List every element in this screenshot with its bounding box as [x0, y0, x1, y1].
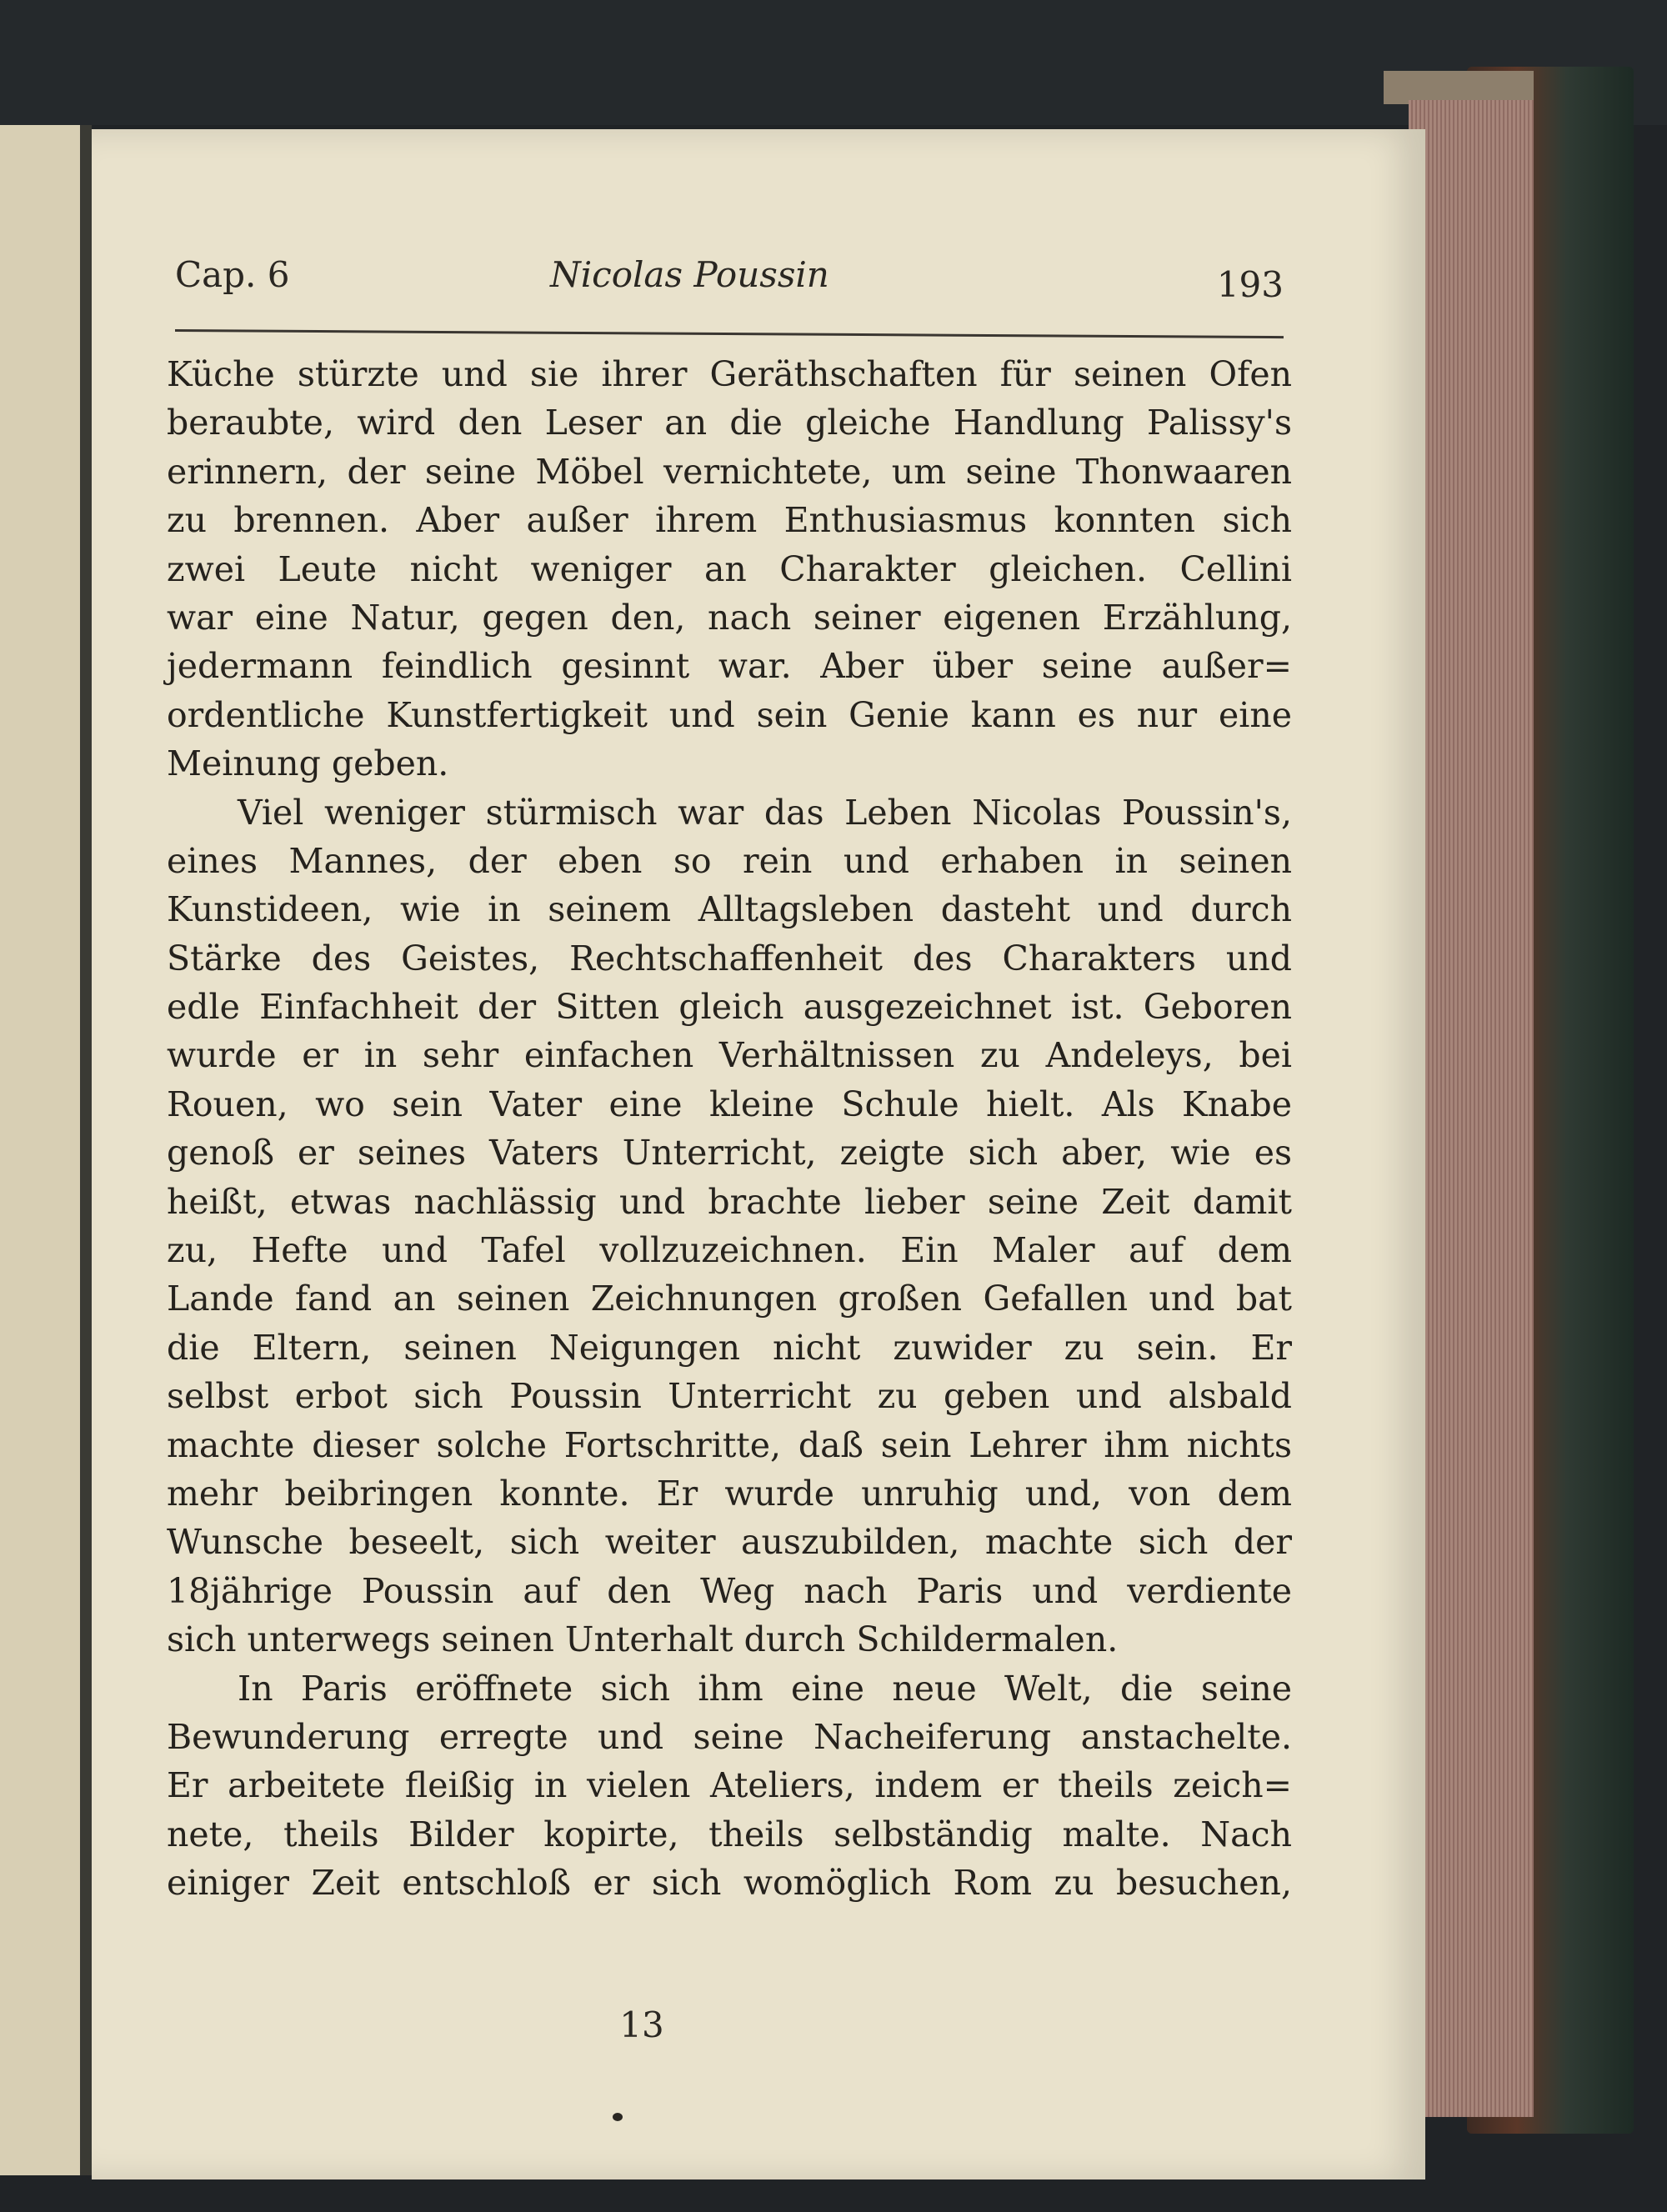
text-line: nete, theils Bilder kopirte, theils selbständig malte. Nach	[167, 1814, 1292, 1854]
left-page-edge	[0, 125, 85, 2175]
book-gutter	[80, 125, 92, 2175]
text-line: eines Mannes, der eben so rein und erhaben in seinen	[167, 840, 1292, 881]
page-number: 193	[1216, 264, 1284, 305]
text-line: wurde er in sehr einfachen Verhältnissen zu Andeleys, bei	[167, 1035, 1292, 1076]
text-line: Stärke des Geistes, Rechtschaffenheit des Charakters und	[167, 938, 1292, 978]
text-line: erinnern, der seine Möbel vernichtete, um seine Thonwaaren	[167, 451, 1292, 492]
text-line: Bewunderung erregte und seine Nacheiferung anstachelte.	[167, 1716, 1292, 1757]
paragraph-2	[167, 788, 1292, 1664]
text-line: Lande fand an seinen Zeichnungen großen Gefallen und bat	[167, 1279, 1292, 1319]
text-line: 18jährige Poussin auf den Weg nach Paris und verdiente	[167, 1570, 1292, 1611]
header-rule	[175, 329, 1284, 338]
running-title: Nicolas Poussin	[550, 254, 829, 295]
headband	[1384, 71, 1534, 104]
paragraph-1	[167, 350, 1292, 788]
running-header	[175, 254, 1284, 304]
text-line: edle Einfachheit der Sitten gleich ausgezeichnet ist. Geboren	[167, 987, 1292, 1028]
text-line: In Paris eröffnete sich ihm eine neue Welt, die seine	[238, 1668, 1292, 1709]
text-line: Viel weniger stürmisch war das Leben Nicolas Poussin's,	[238, 792, 1292, 833]
text-line: Küche stürzte und sie ihrer Geräthschaften für seinen Ofen	[167, 354, 1292, 394]
body-text	[167, 350, 1292, 1908]
text-line: Meinung geben.	[167, 743, 449, 784]
text-line: zwei Leute nicht weniger an Charakter gleichen. Cellini	[167, 548, 1292, 589]
text-line: machte dieser solche Fortschritte, daß sein Lehrer ihm nichts	[167, 1424, 1292, 1465]
text-line: zu brennen. Aber außer ihrem Enthusiasmus konnten sich	[167, 500, 1292, 541]
text-line: genoß er seines Vaters Unterricht, zeigte sich aber, wie es	[167, 1133, 1292, 1174]
page-edges	[1409, 100, 1534, 2117]
text-line: beraubte, wird den Leser an die gleiche Handlung Palissy's	[167, 403, 1292, 443]
text-line: sich unterwegs seinen Unterhalt durch Schildermalen.	[167, 1619, 1119, 1660]
text-line: Er arbeitete fleißig in vielen Ateliers, indem er theils zeich=	[167, 1765, 1292, 1806]
text-line: einiger Zeit entschloß er sich womöglich Rom zu besuchen,	[167, 1863, 1292, 1904]
text-line: ordentliche Kunstfertigkeit und sein Genie kann es nur eine	[167, 694, 1292, 735]
text-line: Rouen, wo sein Vater eine kleine Schule hielt. Als Knabe	[167, 1083, 1292, 1124]
book-page	[92, 129, 1425, 2179]
text-line: heißt, etwas nachlässig und brachte lieber seine Zeit damit	[167, 1181, 1292, 1222]
text-line: die Eltern, seinen Neigungen nicht zuwider zu sein. Er	[167, 1327, 1292, 1368]
text-line: zu, Hefte und Tafel vollzuzeichnen. Ein Maler auf dem	[167, 1230, 1292, 1271]
text-line: Kunstideen, wie in seinem Alltagsleben dasteht und durch	[167, 889, 1292, 930]
text-line: mehr beibringen konnte. Er wurde unruhig und, von dem	[167, 1473, 1292, 1514]
paragraph-3	[167, 1664, 1292, 1908]
text-line: jedermann feindlich gesinnt war. Aber über seine außer=	[167, 646, 1292, 687]
text-line: war eine Natur, gegen den, nach seiner eigenen Erzählung,	[167, 597, 1292, 638]
text-line: selbst erbot sich Poussin Unterricht zu geben und alsbald	[167, 1376, 1292, 1417]
signature-mark: 13	[619, 2004, 664, 2045]
text-line: Wunsche beseelt, sich weiter auszubilden, machte sich der	[167, 1522, 1292, 1563]
ink-dot	[613, 2113, 623, 2121]
chapter-label: Cap. 6	[175, 254, 290, 295]
